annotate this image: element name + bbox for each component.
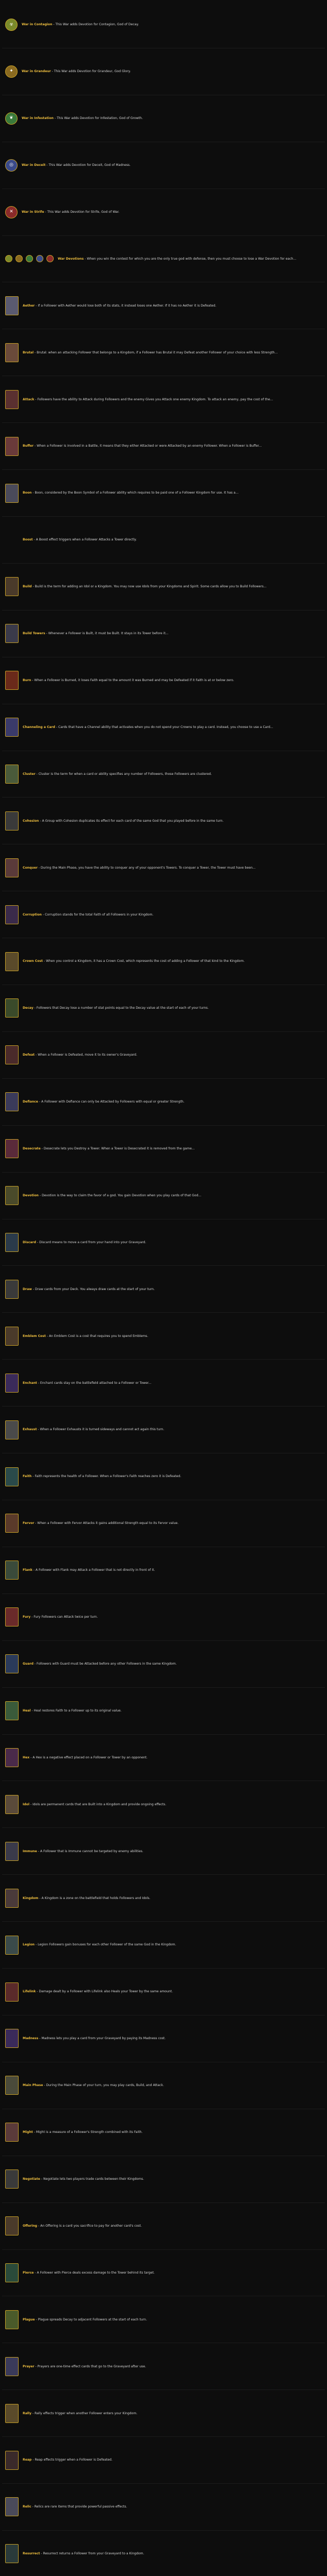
entry-text: - A Group with Cohesion duplicates its effect for each card of the same God that you played before in the same turn. <box>40 819 224 823</box>
glossary-entry <box>2 423 325 470</box>
devotion-symbol-icon <box>5 255 12 262</box>
entry-term: Negotiate <box>23 2177 40 2181</box>
card-art-thumbnail <box>5 905 19 924</box>
entry-description <box>23 2552 322 2555</box>
entry-term: Build Towers <box>23 632 45 636</box>
entry-text: - Brutal: when an attacking Follower that belongs to a Kingdom, if a Follower has Brutal it may Defeat another Follower of your choice with less Strength... <box>35 350 278 354</box>
entry-text: - If a Follower with Aether would lose both of its stats, it instead loses one Aether. If it has no Aether it is Defeated. <box>36 303 217 308</box>
glossary-entry <box>2 704 325 751</box>
glossary-entry <box>2 1547 325 1594</box>
entry-description <box>23 2505 322 2509</box>
card-art-thumbnail <box>5 1607 19 1626</box>
glossary-entry <box>2 2390 325 2437</box>
entry-text: - Plague spreads Decay to adjacent Followers at the start of each turn. <box>36 2317 147 2321</box>
entry-text: - Legion Followers gain bonuses for each other Follower of the same God in the Kingdom. <box>35 1943 176 1947</box>
entry-description <box>23 1194 322 1197</box>
entry-term: Prayer <box>23 2364 35 2368</box>
entry-description <box>23 351 322 354</box>
entry-term: Pierce <box>23 2270 34 2275</box>
entry-term: Main Phase <box>23 2083 43 2088</box>
entry-text: - During the Main Phase of your turn, you may play cards, Build, and Attack. <box>44 2083 164 2088</box>
god-emblem-icon: ✕ <box>5 206 18 218</box>
entry-term: Kingdom <box>23 1896 39 1900</box>
card-art-thumbnail <box>5 2076 19 2095</box>
entry-text: - When a Follower is Defeated, move it to its owner's Graveyard. <box>35 1053 137 1057</box>
entry-description <box>23 632 322 635</box>
entry-term: Aether <box>23 303 35 308</box>
entry-text: - Negotiate lets two players trade cards between their Kingdoms. <box>41 2177 144 2181</box>
entry-text: - Cluster is the term for when a card or ability specifies any number of Followers, those Followers are clustered. <box>36 772 212 776</box>
glossary-entry <box>2 1688 325 1735</box>
entry-text: - Discard means to move a card from your hand into your Graveyard. <box>37 1240 146 1244</box>
glossary-entry <box>2 2343 325 2390</box>
card-art-thumbnail <box>5 2497 19 2516</box>
entry-term: Reap <box>23 2458 32 2462</box>
entry-description <box>22 70 322 73</box>
glossary-entry <box>2 1266 325 1313</box>
entry-description <box>23 444 322 448</box>
card-art-thumbnail <box>5 718 19 737</box>
entry-term: Boost <box>23 538 33 542</box>
entry-text: - During the Main Phase, you have the ability to conquer any of your opponent's Towers. To conquer a Tower, the Tower must have been... <box>38 866 256 870</box>
glossary-entry <box>2 2531 325 2576</box>
glossary-entry <box>2 1875 325 1922</box>
entry-term: Rally <box>23 2411 31 2415</box>
glossary-entry <box>2 1500 325 1547</box>
glossary-entry <box>2 282 325 329</box>
glossary-entry <box>2 1126 325 1173</box>
card-art-thumbnail <box>5 1233 19 1252</box>
entry-term: Relic <box>23 2505 31 2509</box>
card-art-thumbnail <box>5 1654 19 1673</box>
glossary-entry <box>2 751 325 798</box>
card-art-thumbnail <box>5 858 19 877</box>
devotion-symbols-icon <box>5 255 54 262</box>
entry-text: - A Boost effect triggers when a Follower Attacks a Tower directly. <box>34 538 137 542</box>
glossary-entry <box>2 1173 325 1219</box>
glossary-entry <box>2 1453 325 1500</box>
card-art-thumbnail <box>5 2404 19 2423</box>
entry-text: - A Follower with Defiance can only be Attacked by Followers with equal or greater Strength. <box>39 1100 185 1104</box>
card-art-thumbnail <box>5 2029 19 2048</box>
entry-term: Cohesion <box>23 819 39 823</box>
card-art-thumbnail <box>5 2357 19 2376</box>
glossary-entry <box>2 657 325 704</box>
card-art-thumbnail <box>5 1186 19 1205</box>
card-art-thumbnail <box>5 1889 19 1908</box>
entry-term: Channeling a Card <box>23 725 55 729</box>
card-art-thumbnail <box>5 390 19 409</box>
entry-description <box>23 1709 322 1713</box>
entry-text: - This War adds Devotion for Infestation, God of Growth. <box>54 116 143 121</box>
entry-term: Heal <box>23 1708 31 1713</box>
card-art-thumbnail <box>5 1982 19 2002</box>
glossary-entry <box>2 564 325 611</box>
glossary-entry <box>2 376 325 423</box>
card-art-thumbnail <box>5 343 19 362</box>
entry-description <box>23 304 322 308</box>
entry-text: - When a Follower is involved in a Battle, it means that they either Attacked or were Attacked by an enemy Follower. When a Follower is Buffer... <box>35 444 262 448</box>
glossary-entry <box>2 2296 325 2343</box>
glossary-entry <box>2 1969 325 2015</box>
entry-text: - Fury Followers can Attack twice per turn. <box>31 1615 98 1619</box>
glossary-entry <box>2 142 325 189</box>
entry-description <box>23 679 322 682</box>
entry-term: Cluster <box>23 772 36 776</box>
entry-term: Build <box>23 585 32 589</box>
entry-term: Idol <box>23 1802 29 1806</box>
entry-term: Fury <box>23 1615 31 1619</box>
card-art-thumbnail <box>5 2123 19 2142</box>
card-art-thumbnail <box>5 296 19 315</box>
glossary-entry <box>2 48 325 95</box>
entry-term: Desecrate <box>23 1147 41 1151</box>
entry-text: - Followers that Decay lose a number of stat points equal to the Decay value at the start of each of your turns. <box>34 1006 209 1010</box>
glossary-entry <box>2 2062 325 2109</box>
card-art-thumbnail <box>5 2263 19 2282</box>
card-art-thumbnail <box>5 624 19 643</box>
card-art-thumbnail <box>5 1701 19 1720</box>
blank-thumbnail <box>5 535 19 545</box>
entry-term: War Devotions <box>58 257 84 261</box>
entry-description <box>23 491 322 495</box>
glossary-entry <box>2 189 325 236</box>
entry-term: Offering <box>23 2224 38 2228</box>
entry-term: Brutal <box>23 350 34 354</box>
glossary-entry <box>2 938 325 985</box>
entry-term: Emblem Cost <box>23 1334 46 1338</box>
entry-text: - Damage dealt by a Follower with Lifelink also Heals your Tower by the same amount. <box>37 1990 173 1994</box>
god-emblem-icon: ✦ <box>5 65 18 78</box>
glossary-entry <box>2 611 325 657</box>
entry-description <box>22 210 322 214</box>
entry-text: - Prayers are one-time effect cards that go to the Graveyard after use. <box>35 2364 146 2368</box>
entry-term: Hex <box>23 1755 30 1759</box>
entry-term: Defeat <box>23 1053 35 1057</box>
entry-description <box>23 1662 322 1666</box>
entry-text: - Corruption stands for the total Faith of all Followers in your Kingdom. <box>42 912 154 917</box>
glossary-entry <box>2 517 325 564</box>
card-art-thumbnail <box>5 1842 19 1861</box>
entry-description <box>23 1943 322 1946</box>
entry-text: - When a Follower is Burned, it loses Faith equal to the amount it was Burned and may be Defeated if it Faith is at or below zero. <box>32 678 234 682</box>
entry-text: - Followers have the ability to Attack during Followers and the enemy Gives you Attack one enemy Kingdom. To attack an enemy, pay the cost of the... <box>35 397 273 401</box>
entry-description <box>23 1100 322 1104</box>
entry-text: - Relics are rare items that provide powerful passive effects. <box>32 2505 127 2509</box>
entry-text: - Reap effects trigger when a Follower is Defeated. <box>32 2458 112 2462</box>
entry-description <box>23 1147 322 1150</box>
card-art-thumbnail <box>5 577 19 596</box>
entry-text: - Desecrate lets you Destroy a Tower. When a Tower is Desecrated it is removed from the game... <box>41 1147 195 1151</box>
entry-term: Resurrect <box>23 2552 40 2556</box>
devotion-symbol-icon <box>46 255 54 262</box>
entry-text: - This War adds Devotion for Contagion, God of Decay. <box>53 23 139 27</box>
entry-text: - An Offering is a card you sacrifice to pay for another card's cost. <box>38 2224 142 2228</box>
entry-term: Decay <box>23 1006 34 1010</box>
entry-text: - Whenever a Follower is Built, it must be Built. It stays in its Tower before it... <box>46 632 169 636</box>
entry-description <box>23 1756 322 1759</box>
entry-term: Plague <box>23 2317 35 2321</box>
entry-text: - Build is the term for adding an Idol or a Kingdom. You may now use Idols from your Kingdoms and Spirit. Some cards allow you to Build Followers... <box>32 585 267 589</box>
god-emblem-icon: ❦ <box>5 112 18 125</box>
devotion-symbol-icon <box>36 255 43 262</box>
glossary-entry <box>2 95 325 142</box>
glossary-entry <box>2 2250 325 2297</box>
glossary-entry <box>2 1219 325 1266</box>
entry-text: - This War adds Devotion for Deceit, God of Madness. <box>46 163 131 167</box>
entry-description <box>23 1475 322 1478</box>
glossary-entry <box>2 2 325 48</box>
card-art-thumbnail <box>5 998 19 1018</box>
card-art-thumbnail <box>5 1092 19 1111</box>
entry-text: - Heal restores Faith to a Follower up to its original value. <box>31 1708 122 1713</box>
entry-description <box>23 1896 322 1900</box>
entry-term: Discard <box>23 1240 36 1244</box>
entry-description <box>23 1990 322 1993</box>
glossary-entry <box>2 2109 325 2156</box>
card-art-thumbnail <box>5 1139 19 1158</box>
card-art-thumbnail <box>5 1936 19 1955</box>
god-emblem-icon: ☣ <box>5 19 18 31</box>
glossary-entry <box>2 844 325 891</box>
glossary-entry <box>2 1922 325 1969</box>
card-art-thumbnail <box>5 1514 19 1533</box>
entry-text: - Rally effects trigger when another Follower enters your Kingdom. <box>32 2411 138 2415</box>
entry-term: Attack <box>23 397 35 401</box>
card-art-thumbnail <box>5 1795 19 1814</box>
entry-text: - A Follower with Flank may Attack a Follower that is not directly in front of it. <box>33 1568 155 1572</box>
card-art-thumbnail <box>5 671 19 690</box>
entry-description <box>23 538 322 541</box>
entry-description <box>23 398 322 401</box>
entry-term: Burn <box>23 678 31 682</box>
entry-text: - Might is a measure of a Follower's Strength combined with its Faith. <box>34 2130 143 2134</box>
god-emblem-icon: ◎ <box>5 159 18 172</box>
entry-term: Conquer <box>23 866 38 870</box>
entry-description <box>23 1428 322 1431</box>
card-art-thumbnail <box>5 1748 19 1767</box>
card-art-thumbnail <box>5 765 19 784</box>
entry-term: Guard <box>23 1662 34 1666</box>
entry-description <box>22 116 322 120</box>
glossary-entry <box>2 1032 325 1079</box>
entry-description <box>23 585 322 588</box>
entry-description <box>23 2037 322 2040</box>
entry-description <box>23 1521 322 1525</box>
entry-description <box>23 1053 322 1057</box>
glossary-entry <box>2 1781 325 1828</box>
entry-term: Draw <box>23 1287 32 1291</box>
entry-description <box>23 725 322 729</box>
entry-text: - A Follower with Pierce deals excess damage to the Tower behind its target. <box>35 2270 155 2275</box>
glossary-entry <box>2 1735 325 1782</box>
entry-term: Boon <box>23 491 32 495</box>
devotion-symbol-icon <box>15 255 23 262</box>
entry-text: - Devotion is the way to claim the favor of a god. You gain Devotion when you play cards of that God... <box>39 1193 202 1197</box>
glossary-entry <box>2 470 325 517</box>
entry-description <box>23 2224 322 2228</box>
glossary-entry <box>2 798 325 844</box>
entry-text: - Enchant cards stay on the battlefield attached to a Follower or Tower... <box>38 1381 152 1385</box>
glossary-entry <box>2 1828 325 1875</box>
entry-text: - Madness lets you play a card from your Graveyard by paying its Madness cost. <box>39 2037 166 2041</box>
glossary-entry <box>2 2203 325 2250</box>
glossary-entry <box>2 2015 325 2062</box>
entry-term: Defiance <box>23 1100 38 1104</box>
entry-term: Fervor <box>23 1521 35 1526</box>
card-art-thumbnail <box>5 1280 19 1299</box>
entry-term: Buffer <box>23 444 34 448</box>
entry-description <box>23 1615 322 1619</box>
card-art-thumbnail <box>5 1327 19 1346</box>
glossary-entry <box>2 1594 325 1641</box>
entry-description <box>23 2177 322 2181</box>
entry-description <box>23 1241 322 1244</box>
card-art-thumbnail <box>5 1374 19 1393</box>
glossary-entry <box>2 329 325 376</box>
entry-description <box>23 2271 322 2275</box>
card-art-thumbnail <box>5 437 19 456</box>
glossary-entry <box>2 1313 325 1360</box>
entry-text: - This War adds Devotion for Grandeur, God Glory. <box>52 70 131 74</box>
card-art-thumbnail <box>5 1420 19 1439</box>
devotion-symbol-icon <box>26 255 33 262</box>
entry-description <box>23 1850 322 1853</box>
glossary-entry <box>2 2156 325 2203</box>
glossary-entry <box>2 1079 325 1126</box>
card-art-thumbnail <box>5 2544 19 2563</box>
entry-text: - A Hex is a negative effect placed on a Follower or Tower by an opponent. <box>30 1755 148 1759</box>
entry-description <box>23 2365 322 2368</box>
entry-term: War in Grandeur <box>22 70 51 74</box>
entry-term: War in Deceit <box>22 163 46 167</box>
entry-text: - Draw cards from your Deck. You always draw cards at the start of your turn. <box>32 1287 155 1291</box>
glossary-entry <box>2 891 325 938</box>
entry-description <box>23 2412 322 2415</box>
entry-description <box>22 163 322 167</box>
entry-text: - Faith represents the health of a Follower. When a Follower's Faith reaches zero it is Defeated. <box>32 1475 182 1479</box>
entry-text: - An Emblem Cost is a cost that requires you to spend Emblems. <box>46 1334 149 1338</box>
entry-text: - Boon, considered by the Boon Symbol of a Follower ability which requires to be paid one of a Follower Kingdom for use. It has a... <box>32 491 239 495</box>
entry-description <box>23 2083 322 2087</box>
entry-term: Might <box>23 2130 33 2134</box>
card-art-thumbnail <box>5 952 19 971</box>
entry-description <box>23 1568 322 1572</box>
entry-term: War in Contagion <box>22 23 53 27</box>
entry-text: - A Kingdom is a zone on the battlefield that holds Followers and Idols. <box>39 1896 151 1900</box>
entry-term: Crown Cost <box>23 959 43 963</box>
entry-term: Madness <box>23 2037 39 2041</box>
glossary-entry <box>2 1641 325 1688</box>
entry-text: - Resurrect returns a Follower from your Graveyard to a Kingdom. <box>41 2552 144 2556</box>
glossary-entry <box>2 1360 325 1406</box>
entry-text: - This War adds Devotion for Strife, God of War. <box>45 210 120 214</box>
entry-text: - Cards that have a Channel ability that activates when you do not spend your Crowns to play a card. Instead, you choose to use a Card... <box>56 725 273 729</box>
entry-term: Devotion <box>23 1193 39 1197</box>
entry-description <box>23 959 322 963</box>
card-art-thumbnail <box>5 811 19 831</box>
entry-description <box>58 257 322 261</box>
entry-term: Flank <box>23 1568 32 1572</box>
card-art-thumbnail <box>5 2216 19 2235</box>
card-art-thumbnail <box>5 2451 19 2470</box>
card-art-thumbnail <box>5 484 19 503</box>
glossary-entry <box>2 236 325 283</box>
entry-term: War in Infestation <box>22 116 54 121</box>
card-art-thumbnail <box>5 1561 19 1580</box>
entry-text: - A Follower that is Immune cannot be targeted by enemy abilities. <box>38 1849 143 1853</box>
glossary-entry <box>2 1406 325 1453</box>
glossary-entry <box>2 2484 325 2531</box>
entry-description <box>23 772 322 776</box>
entry-text: - Followers with Guard must be Attacked before any other Followers in the same Kingdom. <box>34 1662 177 1666</box>
entry-description <box>23 1381 322 1385</box>
entry-term: Corruption <box>23 912 42 917</box>
entry-description <box>22 23 322 26</box>
entry-term: War in Strife <box>22 210 44 214</box>
entry-description <box>23 1006 322 1010</box>
entry-text: - When you control a Kingdom, it has a Crown Cost, which represents the cost of adding a Follower of that kind to the Kingdom. <box>43 959 245 963</box>
card-art-thumbnail <box>5 1045 19 1064</box>
entry-description <box>23 1334 322 1338</box>
entry-term: Faith <box>23 1475 32 1479</box>
entry-term: Immune <box>23 1849 37 1853</box>
glossary-entry <box>2 2437 325 2484</box>
card-art-thumbnail <box>5 1467 19 1486</box>
entry-text: - When a Follower Exhausts it is turned sideways and cannot act again this turn. <box>38 1428 165 1432</box>
card-art-thumbnail <box>5 2170 19 2189</box>
entry-term: Lifelink <box>23 1990 36 1994</box>
entry-text: - When a Follower with Fervor Attacks it gains additional Strength equal to its Fervor value. <box>35 1521 179 1526</box>
entry-description <box>23 866 322 870</box>
entry-description <box>23 819 322 823</box>
card-art-thumbnail <box>5 2310 19 2329</box>
entry-description <box>23 2458 322 2462</box>
entry-text: - Idols are permanent cards that are Built into a Kingdom and provide ongoing effects. <box>30 1802 167 1806</box>
entry-description <box>23 913 322 917</box>
entry-description <box>23 2318 322 2321</box>
entry-text: - When you win the contest for which you are the only true god with defense, then you must choose to lose a War Devotion for each... <box>85 257 297 261</box>
entry-term: Exhaust <box>23 1428 37 1432</box>
entry-term: Enchant <box>23 1381 37 1385</box>
entry-description <box>23 1287 322 1291</box>
glossary-entry <box>2 985 325 1032</box>
entry-description <box>23 2130 322 2134</box>
entry-description <box>23 1803 322 1806</box>
entry-term: Legion <box>23 1943 35 1947</box>
